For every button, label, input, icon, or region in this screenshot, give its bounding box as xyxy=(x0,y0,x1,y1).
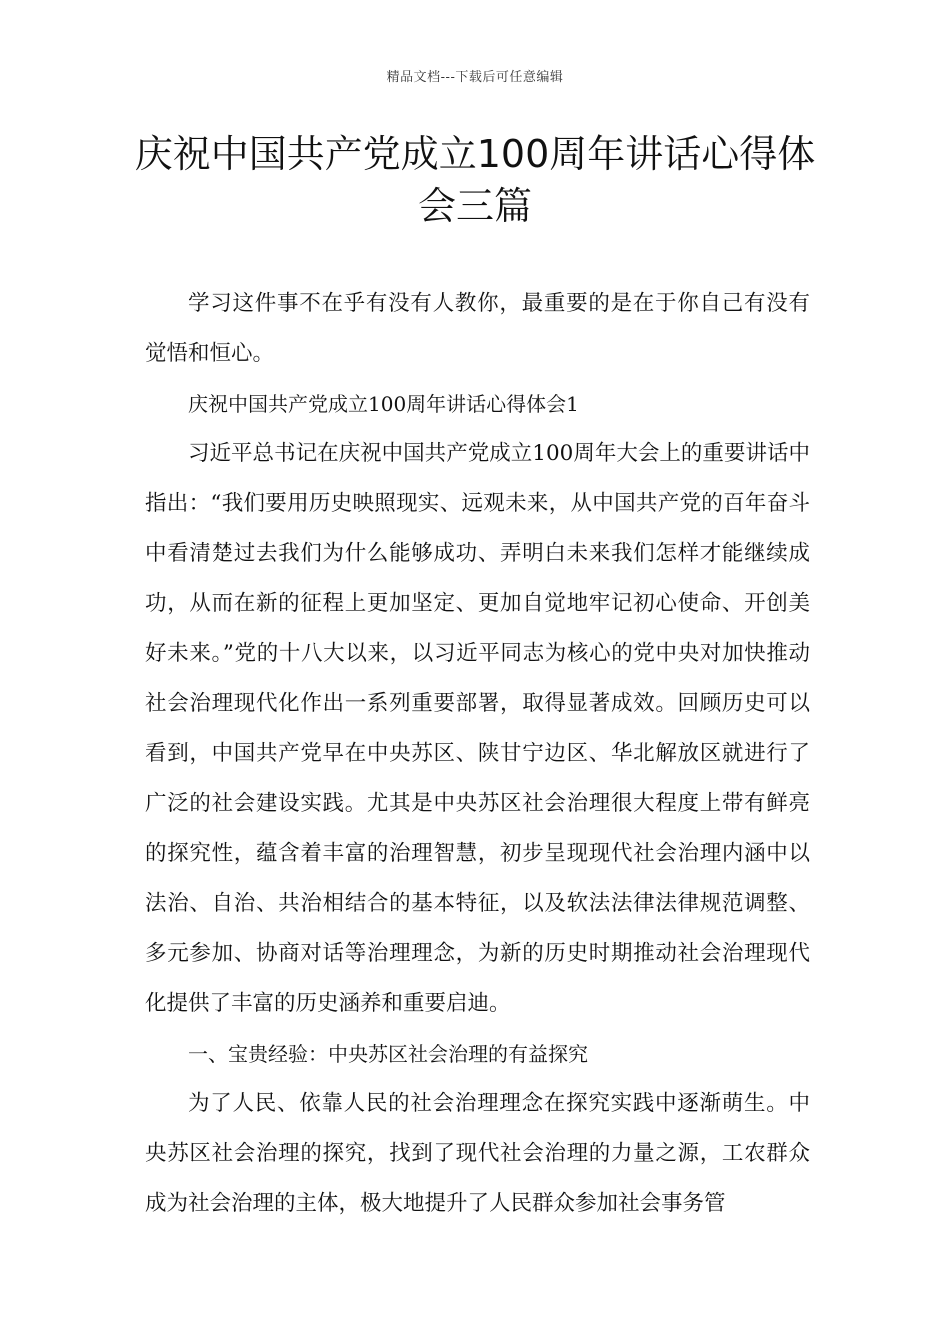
document-title: 庆祝中国共产党成立100周年讲话心得体会三篇 xyxy=(134,132,816,228)
section-heading-1: 庆祝中国共产党成立100周年讲话心得体会1 xyxy=(188,392,579,416)
body-paragraph-1: 习近平总书记在庆祝中国共产党成立100周年大会上的重要讲话中指出：“我们要用历史映照现实、远观未来，从中国共产党的百年奋斗中看清楚过去我们为什么能够成功、弄明白未来我们怎样才能继续成功，从而在新的征程上更加坚定、更加自觉地牢记初心使命、开创美好未来。”党的十八大以来，以习近平同志为核心的党中央对加快推动社会治理现代化作出一系列重要部署，取得显著成效。回顾历史可以看到，中国共产党早在中央苏区、陕甘宁边区、华北解放区就进行了广泛的社会建设实践。尤其是中央苏区社会治理很大程度上带有鲜亮的探究性，蕴含着丰富的治理智慧，初步呈现现代社会治理内涵中以法治、自治、共治相结合的基本特征，以及软法法律法律规范调整、多元参加、协商对话等治理理念，为新的历史时期推动社会治理现代化提供了丰富的历史涵养和重要启迪。 xyxy=(145,441,810,1016)
intro-paragraph: 学习这件事不在乎有没有人教你，最重要的是在于你自己有没有觉悟和恒心。 xyxy=(145,291,810,366)
body-paragraph-2: 为了人民、依靠人民的社会治理理念在探究实践中逐渐萌生。中央苏区社会治理的探究，找到了现代社会治理的力量之源，工农群众成为社会治理的主体，极大地提升了人民群众参加社会事务管 xyxy=(145,1091,810,1216)
subsection-heading-1: 一、宝贵经验：中央苏区社会治理的有益探究 xyxy=(188,1042,588,1066)
document-body xyxy=(145,279,810,1229)
page-header-note: 精品文档---下载后可任意编辑 xyxy=(386,70,564,85)
